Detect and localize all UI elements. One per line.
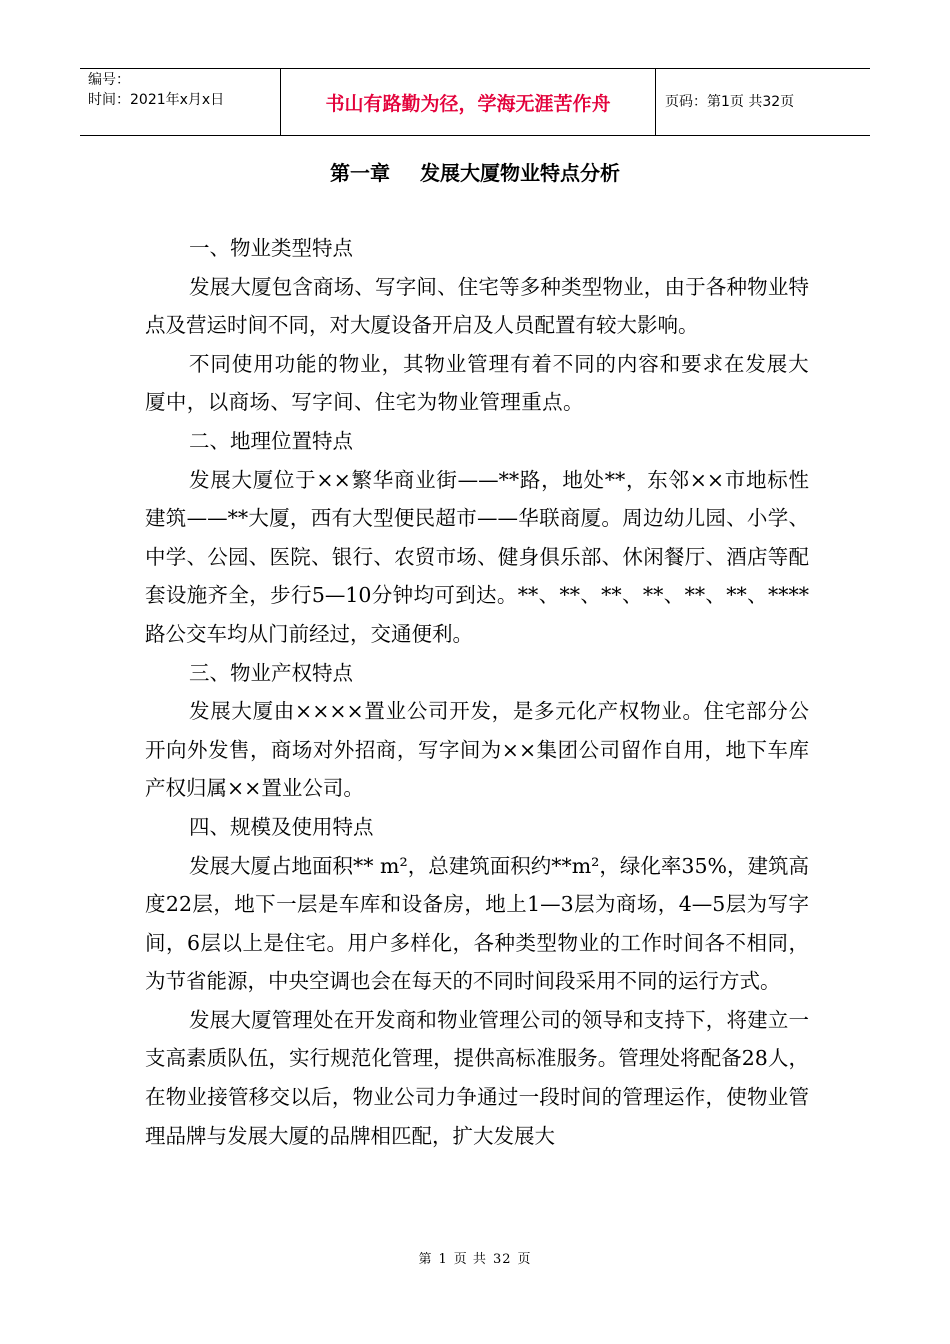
footer-mid: 页 共 (453, 1252, 487, 1267)
paragraph: 发展大厦位于××繁华商业街——**路，地处**，东邻××市地标性建筑——**大厦，西有大型便民超市——华联商厦。周边幼儿园、小学、中学、公园、医院、银行、农贸市场、健身俱乐部、休闲餐厅、酒店等配套设施齐全，步行5—10分钟均可到达。**、**、**、**、**、**、****路公交车均从门前经过，交通便利。 (145, 467, 809, 646)
chapter-heading: 发展大厦物业特点分析 (420, 161, 620, 185)
paragraph: 不同使用功能的物业，其物业管理有着不同的内容和要求在发展大厦中，以商场、写字间、住宅为物业管理重点。 (145, 351, 809, 415)
header-code-label: 编号： (88, 72, 130, 88)
header-divider-left (280, 68, 281, 135)
page-footer (0, 1248, 950, 1267)
document-body (145, 229, 809, 1155)
paragraph: 发展大厦管理处在开发商和物业管理公司的领导和支持下，将建立一支高素质队伍，实行规范化管理，提供高标准服务。管理处将配备28人，在物业接管移交以后，物业公司力争通过一段时间的管理运作，使物业管理品牌与发展大厦的品牌相匹配，扩大发展大 (145, 1007, 809, 1148)
section-heading: 四、规模及使用特点 (189, 814, 374, 839)
footer-prefix: 第 (418, 1252, 433, 1267)
footer-page-total: 32 (492, 1252, 512, 1267)
footer-page-number: 1 (438, 1252, 448, 1267)
paragraph: 发展大厦包含商场、写字间、住宅等多种类型物业，由于各种物业特点及营运时间不同，对大厦设备开启及人员配置有较大影响。 (145, 274, 809, 338)
section-heading: 二、地理位置特点 (189, 428, 353, 453)
header-top-rule (80, 68, 870, 69)
chapter-number: 第一章 (330, 161, 390, 185)
footer-suffix: 页 (517, 1252, 532, 1267)
header-motto: 书山有路勤为径，学海无涯苦作舟 (325, 93, 611, 115)
paragraph: 发展大厦由××××置业公司开发，是多元化产权物业。住宅部分公开向外发售，商场对外招商，写字间为××集团公司留作自用，地下车库产权归属××置业公司。 (145, 699, 809, 801)
chapter-title (0, 158, 950, 188)
header-bottom-rule (80, 135, 870, 136)
paragraph: 发展大厦占地面积** m²，总建筑面积约**m²，绿化率35%，建筑高度22层，地下一层是车库和设备房，地上1—3层为商场，4—5层为写字间，6层以上是住宅。用户多样化，各种类型物业的工作时间各不相同，为节省能源，中央空调也会在每天的不同时间段采用不同的运行方式。 (145, 853, 809, 994)
section-heading: 三、物业产权特点 (189, 660, 353, 685)
section-heading: 一、物业类型特点 (189, 236, 353, 260)
header-page-info: 页码：第1页 共32页 (665, 94, 795, 110)
header-time-label: 时间：2021年x月x日 (88, 92, 225, 108)
header-meta (88, 70, 224, 110)
header-divider-right (655, 68, 656, 135)
